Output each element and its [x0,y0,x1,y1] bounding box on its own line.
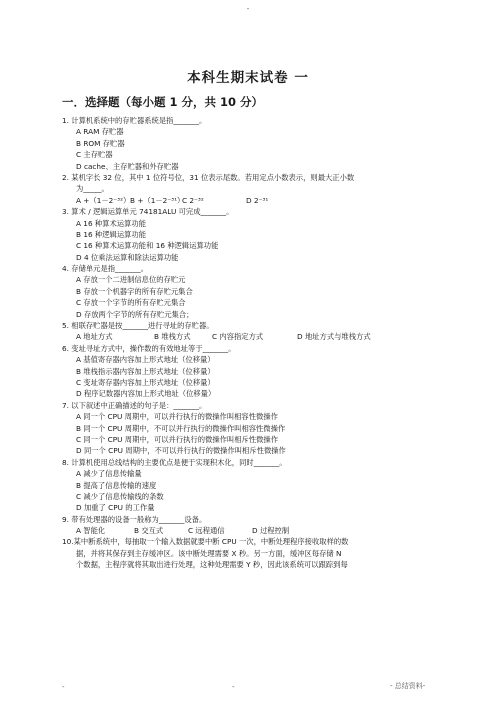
option-text: A 地址方式 [76,332,113,342]
option-text: C 变址寄存器内容加上形式地址（位移量） [76,377,215,387]
footer-middle: - [232,683,235,691]
header-mark: - [246,5,250,13]
option-text: C 存放一个字节的所有存贮元集合 [76,298,186,308]
question-list [62,115,442,571]
option-text: B 16 种逻辑运算功能 [76,229,147,239]
option-text: B 堆栈指示器内容加上形式地址（位移量） [76,366,215,376]
option-text: D cache、主存贮器和外存贮器 [76,161,179,171]
option-text: C 16 种算术运算功能和 16 种逻辑运算功能 [76,241,219,251]
question-text: 6. 变址寻址方式中，操作数的有效地址等于_______。 [62,343,236,353]
footer-left: - [62,683,65,691]
option-text: C 同一个 CPU 周期中，可以并行执行的微操作叫相斥性微操作 [76,434,279,444]
option-text: B +（1－2⁻³¹） [130,195,185,205]
option-text: A 减少了信息传输量 [76,469,142,479]
option-text: B 交互式 [134,526,164,536]
option-row [62,195,442,206]
option-text: B 同一个 CPU 周期中，不可以并行执行的微操作叫相容性微操作 [76,423,286,433]
option-text: D 程序记数器内容加上形式地址（位移量） [76,389,216,399]
option-text: D 加重了 CPU 的工作量 [76,503,155,513]
option-text: D 地址方式与堆栈方式 [297,332,371,342]
option-text: C 2⁻³² [182,195,204,205]
option-row [62,525,442,536]
option-row [62,331,442,342]
question-text: 2. 某机字长 32 位，其中 1 位符号位，31 位表示尾数。若用定点小数表示，则最大正小数 [62,172,355,182]
option-text: B ROM 存贮器 [76,138,125,148]
question-text: 10.某中断系统中，每抽取一个输入数据就要中断 CPU 一次，中断处理程序接收取样的数 [62,537,349,547]
question-continuation: 据，并将其保存到主存缓冲区。该中断处理需要 X 秒。另一方面，缓冲区每存储 N [76,548,342,558]
option-text: B 提高了信息传输的速度 [76,480,157,490]
page-title: 本科生期末试卷 一 [187,70,309,86]
section-title: 一．选择题（每小题 1 分，共 10 分） [62,95,264,109]
question-continuation: 为_____。 [76,184,109,194]
footer-right: - 总结资料- [390,682,426,690]
question-text: 3. 算术 / 逻辑运算单元 74181ALU 可完成_______。 [62,207,234,217]
question-text: 1. 计算机系统中的存贮器系统是指_______。 [62,116,207,125]
option-text: A 智能化 [76,526,106,536]
question-text: 5. 相联存贮器是按_______进行寻址的存贮器。 [62,321,214,331]
question-continuation: 个数据，主程序就将其取出进行处理，这种处理需要 Y 秒，因此该系统可以跟踪到每 [76,560,348,570]
option-text: D 过程控制 [252,526,290,536]
option-text: D 存放两个字节的所有存贮元集合； [76,309,194,319]
option-text: A 16 种算术运算功能 [76,218,146,228]
option-text: A +（1－2⁻³²） [76,195,131,205]
question-text: 4. 存储单元是指_______。 [62,264,148,274]
option-text: C 主存贮器 [76,150,113,160]
option-text: A 基值寄存器内容加上形式地址（位移量） [76,355,215,365]
option-text: B 存放一个机器字的所有存贮元集合 [76,286,193,296]
option-text: A 同一个 CPU 周期中，可以并行执行的微操作叫相容性微操作 [76,412,278,422]
option-text: C 减少了信息传输线的条数 [76,491,164,501]
option-text: C 远程通信 [188,526,225,536]
question-text: 7. 以下叙述中正确描述的句子是：_______。 [62,400,207,410]
option-text: D 同一个 CPU 周期中，不可以并行执行的微操作叫相斥性微操作 [76,446,286,456]
option-text: A 存放一个二进制信息位的存贮元 [76,275,186,285]
question-text: 8. 计算机使用总线结构的主要优点是便于实现积木化，同时_______。 [62,457,287,467]
option-text: C 内容指定方式 [212,332,264,342]
option-text: B 堆栈方式 [154,332,191,342]
option-text: A RAM 存贮器 [76,127,124,137]
option-text: D 4 位乘法运算和除法运算功能 [76,252,179,262]
option-text: D 2⁻³¹ [246,195,269,205]
question-text: 9. 带有处理器的设备一般称为_______设备。 [62,514,207,524]
